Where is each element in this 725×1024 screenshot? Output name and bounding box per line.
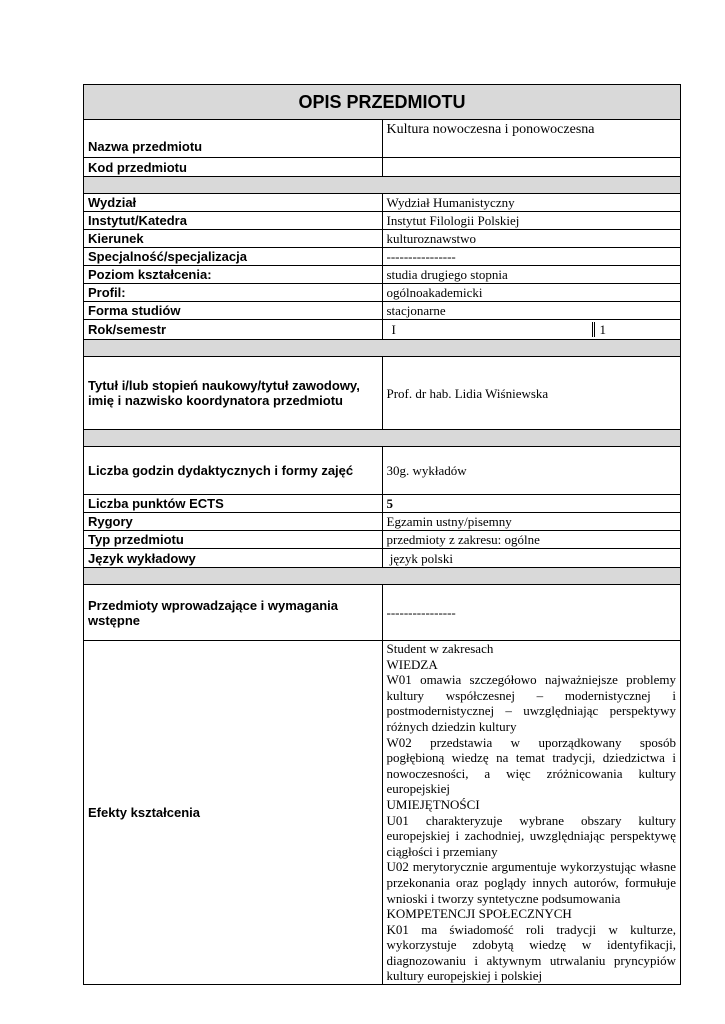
nazwa-value: Kultura nowoczesna i ponowoczesna bbox=[382, 120, 681, 158]
efekty-u01: U01 charakteryzuje wybrane obszary kultury europejskiej i zachodniej, uwzględniając perspektywę ciągłości i przemiany bbox=[386, 812, 676, 859]
profil-value: ogólnoakademicki bbox=[382, 284, 681, 302]
efekty-u02: U02 merytorycznie argumentuje wykorzystując własne przekonania oraz poglądy innych autorów, formułuje wnioski i tworzy syntetyczne podsumowania bbox=[386, 859, 676, 906]
separator-row bbox=[84, 340, 681, 357]
page-title: OPIS PRZEDMIOTU bbox=[84, 85, 681, 120]
wydzial-value: Wydział Humanistyczny bbox=[382, 194, 681, 212]
nazwa-label: Nazwa przedmiotu bbox=[84, 120, 383, 158]
godziny-label: Liczba godzin dydaktycznych i formy zajęć bbox=[84, 447, 383, 495]
ects-label: Liczba punktów ECTS bbox=[84, 495, 383, 513]
ects-value: 5 bbox=[382, 495, 681, 513]
koordynator-label: Tytuł i/lub stopień naukowy/tytuł zawodowy, imię i nazwisko koordynatora przedmiotu bbox=[84, 357, 383, 430]
rygory-label: Rygory bbox=[84, 513, 383, 531]
kod-value bbox=[382, 158, 681, 177]
efekty-k01: K01 ma świadomość roli tradycji w kulturze, wykorzystuje zdobytą wiedzę w identyfikacji, diagnozowaniu i aktywnym utrwalaniu pryncypiów kultury europejskiej i polskiej bbox=[386, 921, 676, 984]
wymagania-label: Przedmioty wprowadzające i wymagania wstępne bbox=[84, 585, 383, 641]
forma-value: stacjonarne bbox=[382, 302, 681, 320]
kierunek-label: Kierunek bbox=[84, 230, 383, 248]
forma-label: Forma studiów bbox=[84, 302, 383, 320]
efekty-w02: W02 przedstawia w uporządkowany sposób pogłębioną wiedzę na temat tradycji, dziedzictwa i nowoczesności, a więc zróżnicowania kultury europejskiej bbox=[386, 734, 676, 797]
rok-value: I bbox=[387, 322, 595, 337]
instytut-value: Instytut Filologii Polskiej bbox=[382, 212, 681, 230]
efekty-intro: Student w zakresach bbox=[386, 641, 494, 656]
semestr-value: 1 bbox=[599, 322, 606, 337]
rok-label: Rok/semestr bbox=[84, 320, 383, 340]
profil-label: Profil: bbox=[84, 284, 383, 302]
rok-semestr-cell bbox=[382, 320, 681, 340]
specjalnosc-value: ---------------- bbox=[382, 248, 681, 266]
poziom-value: studia drugiego stopnia bbox=[382, 266, 681, 284]
jezyk-label: Język wykładowy bbox=[84, 549, 383, 568]
efekty-wiedza-heading: WIEDZA bbox=[386, 656, 438, 672]
separator-row bbox=[84, 177, 681, 194]
typ-label: Typ przedmiotu bbox=[84, 531, 383, 549]
instytut-label: Instytut/Katedra bbox=[84, 212, 383, 230]
kod-label: Kod przedmiotu bbox=[84, 158, 383, 177]
poziom-label: Poziom kształcenia: bbox=[84, 266, 383, 284]
wymagania-value: ---------------- bbox=[382, 585, 681, 641]
efekty-content bbox=[382, 641, 681, 985]
rygory-value: Egzamin ustny/pisemny bbox=[382, 513, 681, 531]
efekty-kompetencje-heading: KOMPETENCJI SPOŁECZNYCH bbox=[386, 906, 572, 922]
typ-value: przedmioty z zakresu: ogólne bbox=[382, 531, 681, 549]
efekty-w01: W01 omawia szczegółowo najważniejsze problemy kultury współczesnej – modernistycznej i postmodernistycznej – uwzględniając perspektywy różnych dziedzin kultury bbox=[386, 672, 676, 734]
efekty-umiejetnosci-heading: UMIEJĘTNOŚCI bbox=[386, 796, 480, 812]
separator-row bbox=[84, 568, 681, 585]
koordynator-value: Prof. dr hab. Lidia Wiśniewska bbox=[382, 357, 681, 430]
separator-row bbox=[84, 430, 681, 447]
godziny-value: 30g. wykładów bbox=[382, 447, 681, 495]
wydzial-label: Wydział bbox=[84, 194, 383, 212]
course-description-table bbox=[83, 84, 681, 985]
specjalnosc-label: Specjalność/specjalizacja bbox=[84, 248, 383, 266]
kierunek-value: kulturoznawstwo bbox=[382, 230, 681, 248]
efekty-label: Efekty kształcenia bbox=[84, 641, 383, 985]
jezyk-value: język polski bbox=[382, 549, 681, 568]
